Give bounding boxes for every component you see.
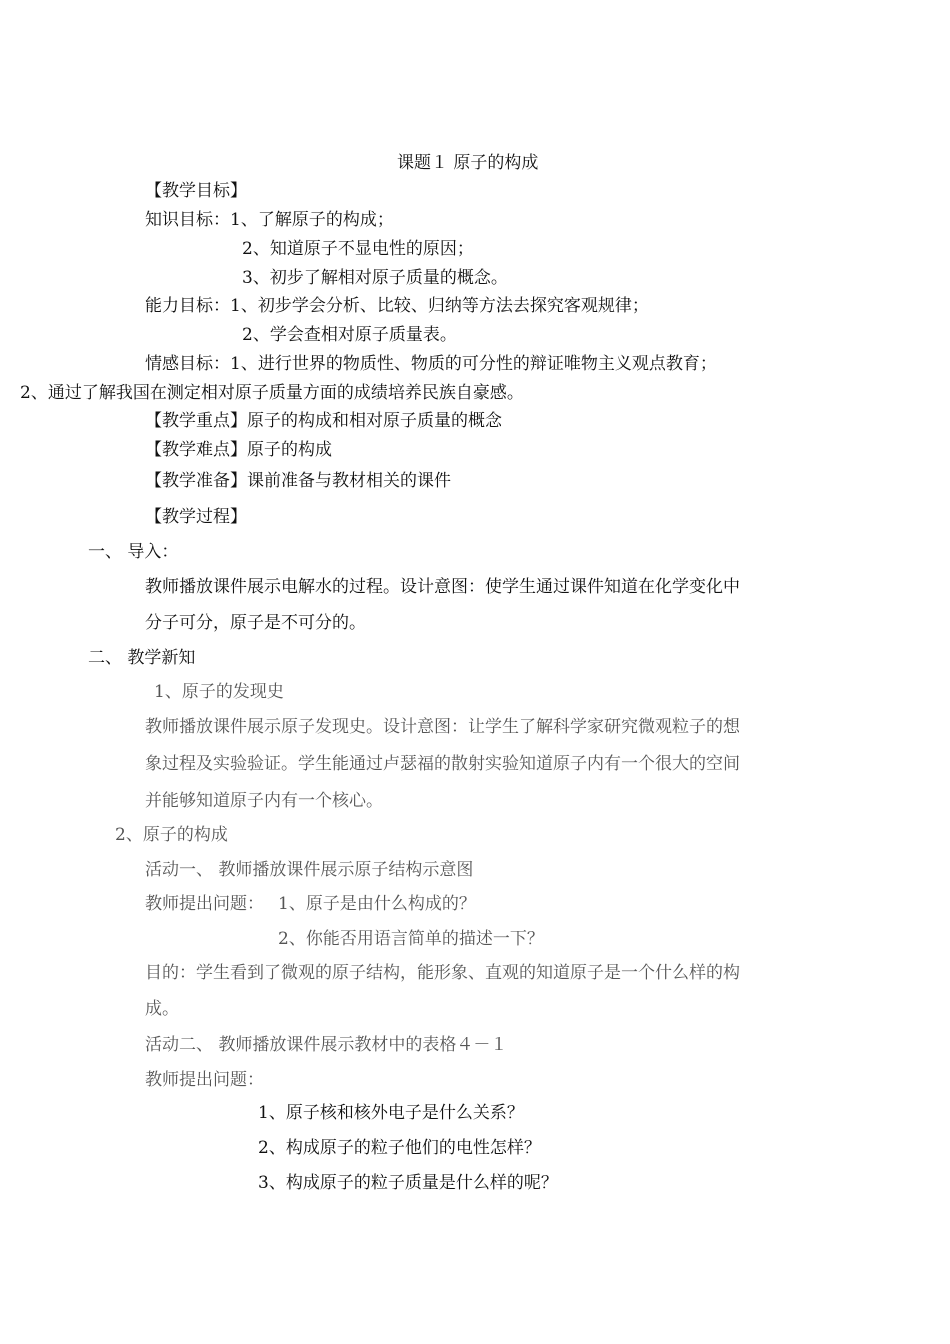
subsection-paragraph-line: 教师播放课件展示原子发现史。设计意图：让学生了解科学家研究微观粒子的想 bbox=[145, 717, 740, 737]
subsection-paragraph-line: 并能够知道原子内有一个核心。 bbox=[145, 791, 383, 811]
section-paragraph-line: 分子可分，原子是不可分的。 bbox=[145, 613, 366, 633]
ability-objective-item: 1、初步学会分析、比较、归纳等方法去探究客观规律； bbox=[230, 296, 649, 316]
ability-objective-label: 能力目标： bbox=[145, 296, 230, 316]
question-intro: 教师提出问题： bbox=[145, 1070, 264, 1090]
emotion-objective-item: 1、进行世界的物质性、物质的可分性的辩证唯物主义观点教育； bbox=[230, 354, 717, 374]
question-item: 3、构成原子的粒子质量是什么样的呢？ bbox=[258, 1173, 558, 1193]
key-point: 【教学重点】原子的构成和相对原子质量的概念 bbox=[145, 411, 502, 431]
purpose-line: 目的：学生看到了微观的原子结构，能形象、直观的知道原子是一个什么样的构 bbox=[145, 963, 740, 983]
emotion-objective-label: 情感目标： bbox=[145, 354, 230, 374]
preparation: 【教学准备】课前准备与教材相关的课件 bbox=[145, 471, 451, 491]
objectives-heading: 【教学目标】 bbox=[145, 181, 247, 201]
question-item: 1、原子是由什么构成的？ bbox=[278, 894, 476, 914]
knowledge-objective-label: 知识目标： bbox=[145, 210, 230, 230]
subsection-heading: 2、原子的构成 bbox=[115, 825, 228, 845]
question-intro: 教师提出问题： bbox=[145, 894, 264, 914]
emotion-objective-item: 2、通过了解我国在测定相对原子质量方面的成绩培养民族自豪感。 bbox=[20, 383, 524, 403]
section-heading: 二、 教学新知 bbox=[88, 648, 196, 668]
purpose-line: 成。 bbox=[145, 999, 179, 1019]
subsection-paragraph-line: 象过程及实验验证。学生能通过卢瑟福的散射实验知道原子内有一个很大的空间 bbox=[145, 754, 740, 774]
page-title: 课题１ 原子的构成 bbox=[397, 153, 539, 173]
section-heading: 一、 导入： bbox=[88, 542, 179, 562]
subsection-heading: 1、原子的发现史 bbox=[154, 682, 284, 702]
knowledge-objective-item: 1、了解原子的构成； bbox=[230, 210, 394, 230]
question-item: 1、原子核和核外电子是什么关系？ bbox=[258, 1103, 524, 1123]
question-item: 2、你能否用语言简单的描述一下？ bbox=[278, 929, 544, 949]
activity-line: 活动一、 教师播放课件展示原子结构示意图 bbox=[145, 860, 474, 880]
ability-objective-item: 2、学会查相对原子质量表。 bbox=[242, 325, 457, 345]
knowledge-objective-item: 3、初步了解相对原子质量的概念。 bbox=[242, 268, 508, 288]
process-heading: 【教学过程】 bbox=[145, 507, 247, 527]
section-paragraph-line: 教师播放课件展示电解水的过程。设计意图：使学生通过课件知道在化学变化中 bbox=[145, 577, 740, 597]
difficulty: 【教学难点】原子的构成 bbox=[145, 440, 332, 460]
knowledge-objective-item: 2、知道原子不显电性的原因； bbox=[242, 239, 474, 259]
question-item: 2、构成原子的粒子他们的电性怎样？ bbox=[258, 1138, 541, 1158]
activity-line: 活动二、 教师播放课件展示教材中的表格４－１ bbox=[145, 1035, 508, 1055]
